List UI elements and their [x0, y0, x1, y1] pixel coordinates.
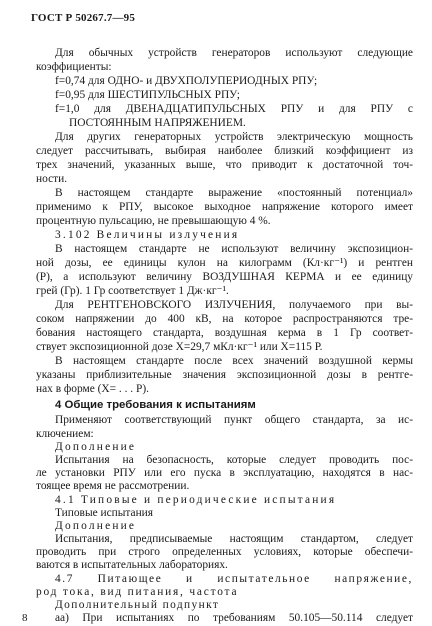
- text-line: В настоящем стандарте не используют величину экспозицион-: [55, 243, 413, 255]
- text-line: трех значений, указанных выше, что приводит к достаточной точ-: [36, 159, 413, 171]
- text-line: ПОСТОЯННЫМ НАПРЯЖЕНИЕМ.: [69, 117, 246, 129]
- text-line: ности.: [36, 173, 68, 185]
- text-line: Применяют соответствующий пункт общего стандарта, за ис-: [55, 414, 413, 426]
- subheading: Типовые испытания: [55, 507, 153, 519]
- text-line: бования настоящего стандарта, воздушная керма в 1 Гр соответ-: [36, 327, 413, 339]
- section-heading: род тока, вид питания, частота: [36, 586, 239, 598]
- subheading: Дополнение: [55, 441, 137, 453]
- document-header: ГОСТ Р 50267.7—95: [31, 12, 136, 24]
- text-line: соком напряжении до 400 кВ, на которое распространяются тре-: [36, 313, 413, 325]
- text-line: Для РЕНТГЕНОВСКОГО ИЗЛУЧЕНИЯ, получаемого при вы-: [55, 299, 413, 311]
- text-line: f=0,95 для ШЕСТИПУЛЬСНЫХ РПУ;: [55, 89, 240, 101]
- text-line: процентную пульсацию, не превышающую 4 %.: [36, 215, 271, 227]
- text-line: следует рассчитывать, выбирая наиболее близкий коэффициент из: [36, 145, 413, 157]
- section-heading: 4.1 Типовые и периодические испытания: [55, 494, 337, 506]
- text-line: ваются в испытательных лабораториях.: [36, 559, 228, 571]
- page-number: 8: [22, 612, 28, 624]
- text-line: Для обычных устройств генераторов используют следующие: [55, 47, 413, 59]
- text-line: Для других генераторных устройств электрическую мощность: [55, 131, 413, 143]
- text-line: ной дозы, ее единицы кулон на килограмм (Кл·кг⁻¹) и рентген: [36, 257, 413, 269]
- text-line: тоящее время не рассмотрении.: [36, 480, 190, 492]
- text-line: ле установки РПУ или его пуска в эксплуатацию, находятся в нас-: [36, 467, 413, 479]
- text-line: f=0,74 для ОДНО- и ДВУХПОЛУПЕРИОДНЫХ РПУ;: [55, 75, 318, 87]
- subheading: Дополнительный подпункт: [55, 599, 220, 611]
- text-line: Испытания, предписываемые настоящим стандартом, следует: [55, 533, 413, 545]
- text-line: ключением:: [36, 428, 94, 440]
- section-heading: 4 Общие требования к испытаниям: [55, 399, 256, 411]
- text-line: Испытания на безопасность, которые следует проводить пос-: [55, 454, 413, 466]
- section-heading: 4.7 Питающее и испытательное напряжение,: [55, 573, 413, 585]
- text-line: грей (Гр). 1 Гр соответствует 1 Дж·кг⁻¹.: [36, 285, 229, 297]
- subheading: Дополнение: [55, 520, 137, 532]
- text-line: нах в форме (X= . . . Р).: [36, 383, 149, 395]
- text-line: ствует экспозиционной дозе X=29,7 мКл·кг⁻¹ или X=115 Р.: [36, 341, 323, 353]
- text-line: В настоящем стандарте после всех значений воздушной кермы: [55, 355, 413, 367]
- text-line: коэффициенты:: [36, 61, 112, 73]
- text-line: проводить при строго определенных условиях, которые обеспечи-: [36, 546, 413, 558]
- text-line: В настоящем стандарте выражение «постоянный потенциал»: [55, 187, 413, 199]
- text-line: f=1,0 для ДВЕНАДЦАТИПУЛЬСНЫХ РПУ и для РПУ с: [55, 103, 413, 115]
- section-heading: 3.102 Величины излучения: [55, 229, 240, 241]
- text-line: применимо к РПУ, высокое выходное напряжение которого имеет: [36, 201, 413, 213]
- text-line: aa) При испытаниях по требованиям 50.105—50.114 следует: [55, 612, 413, 624]
- text-line: (Р), а используют величину ВОЗДУШНАЯ КЕРМА и ее единицу: [36, 271, 413, 283]
- text-line: указаны приблизительные значения экспозиционной дозы в рентге-: [36, 369, 413, 381]
